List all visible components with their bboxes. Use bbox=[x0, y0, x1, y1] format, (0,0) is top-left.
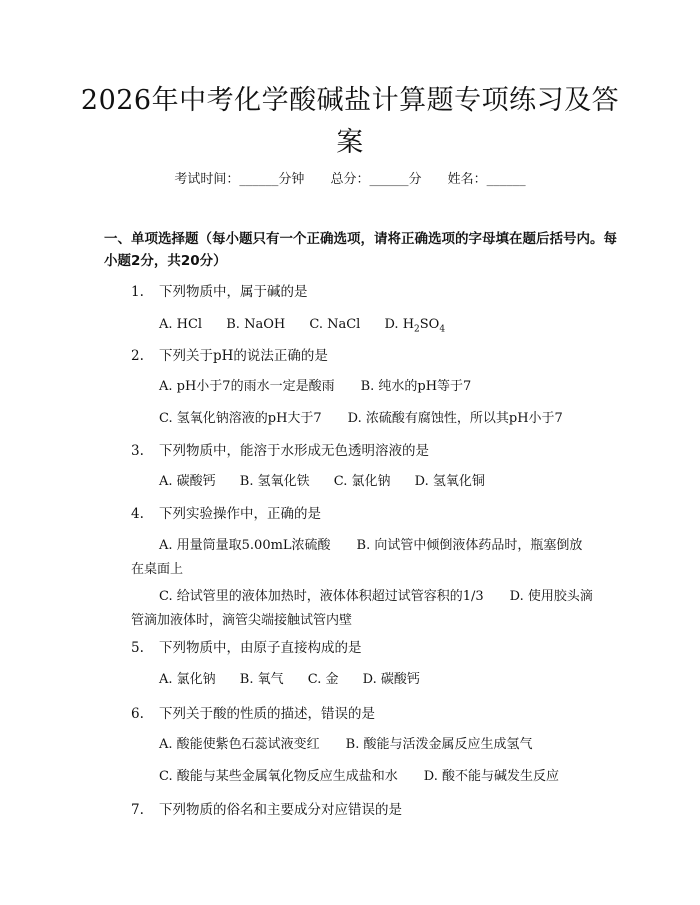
question-6 bbox=[131, 704, 375, 724]
question-1-options bbox=[159, 315, 465, 340]
question-number: 5. bbox=[131, 640, 144, 656]
option-c: C. NaCl bbox=[309, 317, 361, 332]
option-d bbox=[384, 315, 445, 340]
option-b: B. NaOH bbox=[226, 317, 286, 332]
section-heading: 一、单项选择题（每小题只有一个正确选项，请将正确选项的字母填在题后括号内。每小题2分，共20分） bbox=[104, 231, 617, 269]
question-number: 6. bbox=[131, 706, 144, 722]
question-stem: 下列物质中，能溶于水形成无色透明溶液的是 bbox=[159, 443, 429, 459]
question-stem: 下列关于酸的性质的描述，错误的是 bbox=[159, 706, 375, 722]
option-c: C. 氯化钠 bbox=[333, 474, 391, 489]
option-d: D. 碳酸钙 bbox=[362, 672, 420, 687]
question-3 bbox=[131, 441, 429, 461]
option-d: D. 氢氧化铜 bbox=[414, 474, 485, 489]
question-stem: 下列实验操作中，正确的是 bbox=[159, 506, 321, 522]
question-3-options bbox=[159, 472, 505, 492]
option-a: A. 氯化钠 bbox=[159, 672, 216, 687]
option-d-sub-2: 4 bbox=[439, 324, 446, 335]
question-number: 1. bbox=[131, 284, 144, 300]
option-d-part-2: SO bbox=[419, 317, 440, 332]
question-number: 3. bbox=[131, 443, 144, 459]
question-6-options-line-1: A. 酸能使紫色石蕊试液变红 B. 酸能与活泼金属反应生成氢气 bbox=[159, 737, 533, 752]
option-a: A. HCl bbox=[159, 317, 203, 332]
option-a: A. 碳酸钙 bbox=[159, 474, 216, 489]
question-number: 7. bbox=[131, 802, 144, 818]
question-stem: 下列物质的俗名和主要成分对应错误的是 bbox=[159, 802, 402, 818]
total-score-field: 总分：______分 bbox=[330, 172, 422, 187]
option-c: C. 金 bbox=[307, 672, 339, 687]
question-stem: 下列物质中，属于碱的是 bbox=[159, 284, 308, 300]
question-4-options-para-2: C. 给试管里的液体加热时，液体体积超过试管容积的1/3 D. 使用胶头滴管滴加液体时，滴管尖端接触试管内壁 bbox=[131, 589, 593, 628]
option-d-sub-1: 2 bbox=[414, 324, 420, 335]
option-b: B. 氧气 bbox=[239, 672, 284, 687]
question-5 bbox=[131, 638, 362, 658]
question-number: 4. bbox=[131, 506, 144, 522]
exam-meta bbox=[0, 168, 700, 187]
option-d-part-1: D. H bbox=[384, 317, 415, 332]
question-6-options-line-2: C. 酸能与某些金属氧化物反应生成盐和水 D. 酸不能与碱发生反应 bbox=[159, 769, 559, 784]
question-stem: 下列关于pH的说法正确的是 bbox=[159, 348, 328, 364]
question-number: 2. bbox=[131, 348, 144, 364]
question-2 bbox=[131, 346, 328, 366]
question-2-options-line-1: A. pH小于7的雨水一定是酸雨 B. 纯水的pH等于7 bbox=[159, 379, 472, 394]
question-2-options-line-2: C. 氢氧化钠溶液的pH大于7 D. 浓硫酸有腐蚀性，所以其pH小于7 bbox=[159, 411, 563, 426]
question-4 bbox=[131, 504, 321, 524]
question-1 bbox=[131, 282, 308, 302]
question-4-options-para-1: A. 用量筒量取5.00mL浓硫酸 B. 向试管中倾倒液体药品时，瓶塞倒放在桌面上 bbox=[131, 538, 583, 577]
question-7 bbox=[131, 800, 402, 820]
option-b: B. 氢氧化铁 bbox=[239, 474, 310, 489]
student-name-field: 姓名：______ bbox=[447, 172, 526, 187]
question-stem: 下列物质中，由原子直接构成的是 bbox=[159, 640, 362, 656]
question-5-options bbox=[159, 670, 440, 690]
page-title: 2026年中考化学酸碱盐计算题专项练习及答案 bbox=[80, 85, 620, 158]
exam-time-field: 考试时间：______分钟 bbox=[174, 172, 305, 187]
